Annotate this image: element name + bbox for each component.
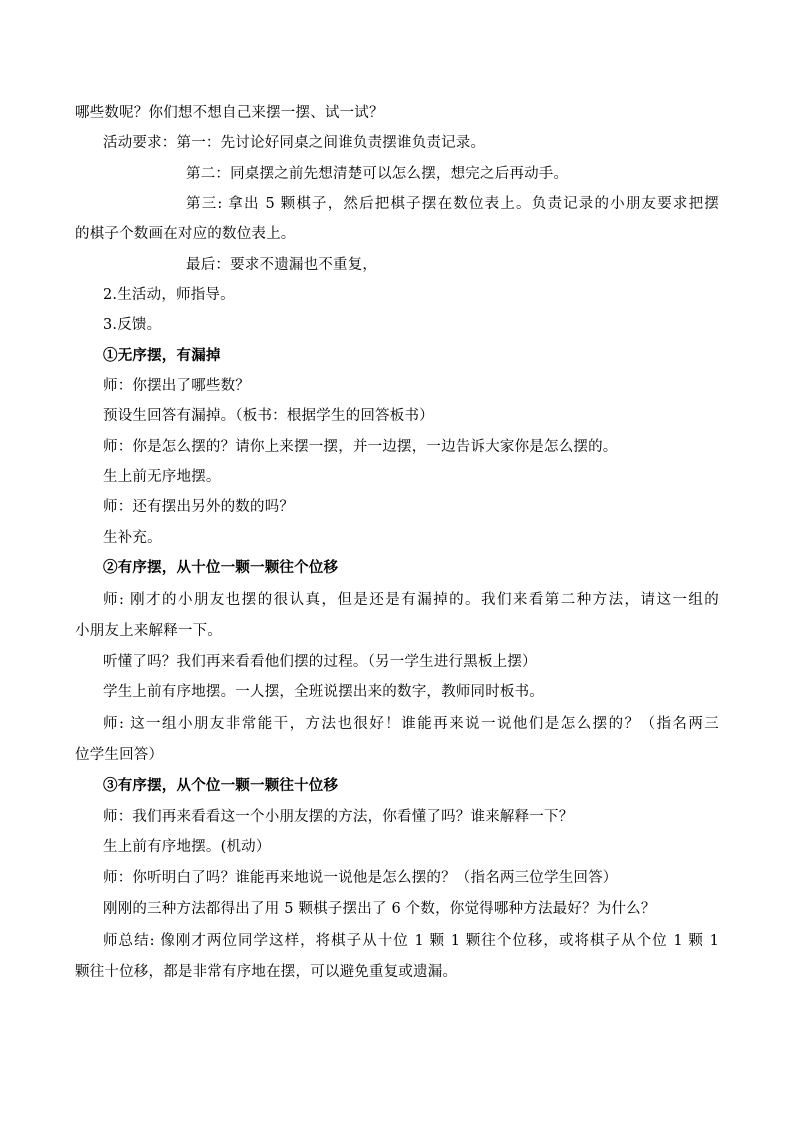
text-line-5: 的棋子个数画在对应的数位表上。 (75, 226, 296, 242)
text-line-17: 师: 刚才的小朋友也摆的很认真，但是还是有漏掉的。我们来看第二种方法，请这一组的 (103, 592, 719, 608)
text-line-20: 学生上前有序地摆。一人摆，全班说摆出来的数字，教师同时板书。 (103, 684, 544, 700)
text-line-7: 2.生活动，师指导。 (103, 287, 235, 303)
text-line-15: 生补充。 (103, 530, 162, 546)
text-line-13: 生上前无序地摆。 (103, 469, 221, 485)
text-line-29: 颗往十位移，都是非常有序地在摆，可以避免重复或遗漏。 (75, 964, 458, 980)
text-line-2: 活动要求：第一：先讨论好同桌之间谁负责摆谁负责记录。 (103, 135, 486, 151)
text-line-24: 师：我们再来看看这一个小朋友摆的方法，你看懂了吗？谁来解释一下？ (103, 809, 574, 825)
text-line-1: 哪些数呢？你们想不想自己来摆一摆、试一试？ (75, 105, 384, 121)
text-line-26: 师：你听明白了吗？谁能再来地说一说他是怎么摆的？（指名两三位学生回答） (103, 870, 618, 886)
text-line-18: 小朋友上来解释一下。 (75, 623, 222, 639)
text-line-12: 师：你是怎么摆的？请你上来摆一摆，并一边摆，一边告诉大家你是怎么摆的。 (103, 439, 618, 455)
text-line-14: 师：还有摆出另外的数的吗？ (103, 499, 295, 515)
text-line-8: 3.反馈。 (103, 317, 162, 333)
text-line-19: 听懂了吗？我们再来看看他们摆的过程。（另一学生进行黑板上摆） (103, 654, 537, 670)
text-line-25: 生上前有序地摆。(机动） (103, 839, 271, 855)
section-heading-2: ②有序摆，从十位一颗一颗往个位移 (103, 559, 339, 576)
text-line-27: 刚刚的三种方法都得出了用 5 颗棋子摆出了 6 个数，你觉得哪种方法最好？为什么？ (103, 901, 656, 917)
text-line-3: 第二：同桌摆之前先想清楚可以怎么摆，想完之后再动手。 (186, 166, 569, 182)
text-line-10: 师：你摆出了哪些数？ (103, 378, 250, 394)
text-line-28: 师总结: 像刚才两位同学这样，将棋子从十位 1 颗 1 颗往个位移，或将棋子从个位 1 颗 1 (103, 933, 719, 949)
section-heading-1: ①无序摆，有漏掉 (103, 347, 221, 364)
text-line-21: 师: 这一组小朋友非常能干，方法也很好！谁能再来说一说他们是怎么摆的？（指名两三 (103, 716, 719, 732)
section-heading-3: ③有序摆，从个位一颗一颗往十位移 (103, 777, 339, 794)
text-line-4: 第三: 拿出 5 颗棋子，然后把棋子摆在数位表上。负责记录的小朋友要求把摆 (186, 196, 719, 212)
text-line-6: 最后：要求不遗漏也不重复， (186, 257, 378, 273)
text-line-22: 位学生回答） (75, 747, 164, 763)
text-line-11: 预设生回答有漏掉。（板书：根据学生的回答板书） (103, 408, 434, 424)
